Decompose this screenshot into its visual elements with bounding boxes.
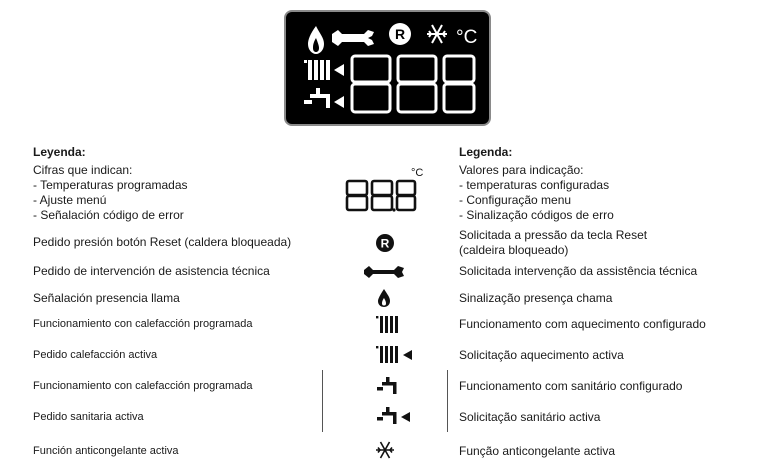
spanish-intro-4: - Señalación código de error [33, 208, 184, 222]
lcd-snowflake-icon [427, 25, 447, 43]
lcd-flame-icon [308, 26, 324, 54]
tap-icon [376, 376, 398, 396]
portuguese-intro-3: - Configuração menu [459, 193, 572, 207]
spanish-row-reset: Pedido presión botón Reset (caldera bloqueada) [33, 235, 292, 249]
lcd-radiator-icon [304, 60, 344, 80]
spanish-row-antifreeze: Función anticongelante activa [33, 445, 179, 457]
reset-letter: R [380, 236, 390, 251]
digits-display-icon [345, 164, 427, 218]
spanish-row-heating: Funcionamiento con calefacción programada [33, 318, 253, 330]
snowflake-icon [375, 440, 395, 460]
wrench-icon [364, 264, 406, 280]
spanish-row-service: Pedido de intervención de asistencia técnica [33, 264, 270, 278]
portuguese-intro-4: - Sinalização códigos de erro [459, 208, 614, 222]
portuguese-row-heating: Funcionamento com aquecimento configurado [459, 317, 706, 331]
lcd-reset-letter: R [394, 26, 406, 42]
portuguese-heading: Legenda: [459, 145, 513, 159]
spanish-row-heating-active: Pedido calefacción activa [33, 349, 158, 361]
spanish-intro-1: Cifras que indican: [33, 163, 133, 177]
spanish-row-dhw: Funcionamiento con calefacción programada [33, 380, 253, 392]
portuguese-intro-2: - temperaturas configuradas [459, 178, 610, 192]
spanish-intro-2: - Temperaturas programadas [33, 178, 188, 192]
spanish-row-flame: Señalación presencia llama [33, 291, 180, 305]
spanish-intro-3: - Ajuste menú [33, 193, 107, 207]
portuguese-row-antifreeze: Função anticongelante activa [459, 444, 616, 458]
portuguese-row-reset-1: Solicitada a pressão da tecla Reset [459, 228, 648, 242]
lcd-reset-icon [389, 23, 411, 45]
reset-icon [374, 232, 396, 254]
portuguese-row-flame: Sinalização presença chama [459, 291, 613, 305]
lcd-wrench-icon [332, 30, 374, 46]
radiator-active-icon [376, 346, 414, 364]
tap-active-icon [376, 406, 412, 426]
spanish-row-dhw-active: Pedido sanitaria activa [33, 411, 144, 423]
portuguese-row-reset-2: (caldeira bloqueado) [459, 243, 569, 257]
portuguese-row-dhw: Funcionamento com sanitário configurado [459, 379, 683, 393]
portuguese-intro-1: Valores para indicação: [459, 163, 584, 177]
flame-icon [377, 288, 391, 308]
lcd-degree-unit: °C [456, 27, 478, 48]
separator-right [447, 370, 448, 432]
lcd-display [284, 10, 491, 126]
separator-left [322, 370, 323, 432]
lcd-digits [352, 56, 474, 112]
portuguese-row-service: Solicitada intervenção da assistência técnica [459, 264, 698, 278]
digits-unit: °C [411, 167, 424, 179]
portuguese-row-dhw-active: Solicitação sanitário activa [459, 410, 601, 424]
portuguese-row-heating-active: Solicitação aquecimento activa [459, 348, 624, 362]
spanish-heading: Leyenda: [33, 145, 86, 159]
radiator-icon [376, 316, 400, 334]
lcd-tap-icon [304, 88, 344, 108]
